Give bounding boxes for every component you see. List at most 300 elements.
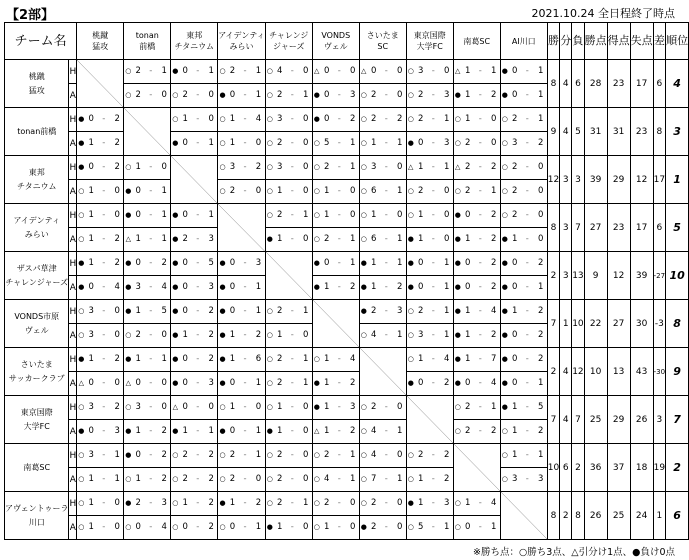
goals-for: 0 bbox=[324, 66, 330, 77]
goals-for: 0 bbox=[182, 522, 188, 533]
match-score bbox=[500, 60, 547, 84]
result-mark: △ bbox=[408, 163, 414, 171]
goals-against: 1 bbox=[491, 186, 497, 197]
goals-against: 2 bbox=[350, 378, 356, 389]
goals-against: 1 bbox=[350, 138, 356, 149]
goals-against: 3 bbox=[444, 90, 450, 101]
result-mark: ● bbox=[78, 283, 85, 291]
goals-against: 3 bbox=[114, 426, 120, 437]
match-score bbox=[406, 204, 453, 228]
goals-for: 1 bbox=[135, 306, 141, 317]
goals-against: 4 bbox=[161, 522, 167, 533]
goals-against: 2 bbox=[255, 498, 262, 509]
away-label: A bbox=[69, 372, 77, 396]
goals-for: 0 bbox=[418, 378, 424, 389]
away-label: A bbox=[69, 324, 77, 348]
team-stat: 7 bbox=[572, 204, 584, 252]
goals-against: 4 bbox=[491, 306, 497, 317]
goals-for: 1 bbox=[465, 498, 471, 509]
team-name-line: 猛攻 bbox=[28, 85, 45, 95]
match-score bbox=[265, 156, 312, 180]
match-score bbox=[218, 252, 265, 276]
diagonal-line bbox=[501, 492, 547, 539]
score-separator: - bbox=[102, 426, 107, 437]
goals-against: 7 bbox=[491, 354, 497, 365]
opponent-header-line: さいたま bbox=[366, 31, 399, 40]
goals-for: 2 bbox=[465, 138, 471, 149]
score-separator: - bbox=[431, 210, 436, 221]
result-mark: ○ bbox=[407, 307, 414, 315]
result-mark: ○ bbox=[125, 163, 132, 171]
team-stat: 13 bbox=[607, 348, 630, 396]
team-stat: 2 bbox=[560, 492, 572, 540]
goals-for: 0 bbox=[512, 354, 518, 365]
match-score bbox=[312, 180, 359, 204]
team-name-line: tonan前橋 bbox=[17, 126, 57, 136]
result-mark: ○ bbox=[360, 115, 367, 123]
goals-against: 1 bbox=[161, 210, 167, 221]
goals-for: 3 bbox=[135, 402, 141, 413]
score-separator: - bbox=[149, 210, 154, 221]
result-mark: ○ bbox=[78, 403, 85, 411]
result-mark: ● bbox=[313, 259, 320, 267]
home-label: H bbox=[69, 108, 77, 132]
score-separator: - bbox=[337, 138, 342, 149]
result-mark: ● bbox=[78, 115, 85, 123]
result-mark: ○ bbox=[125, 91, 132, 99]
score-separator: - bbox=[478, 66, 483, 77]
division-title: 【2部】 bbox=[6, 8, 55, 23]
goals-against: 0 bbox=[303, 234, 309, 245]
goals-against: 0 bbox=[114, 210, 120, 221]
goals-against: 3 bbox=[255, 258, 262, 269]
score-separator: - bbox=[149, 186, 154, 197]
goals-for: 2 bbox=[277, 378, 283, 389]
goals-against: 0 bbox=[350, 522, 356, 533]
goals-against: 0 bbox=[303, 66, 309, 77]
match-score bbox=[359, 180, 406, 204]
goals-for: 1 bbox=[512, 234, 518, 245]
score-separator: - bbox=[149, 378, 154, 389]
match-score bbox=[312, 204, 359, 228]
team-stat: 3 bbox=[560, 252, 572, 300]
goals-against: 3 bbox=[350, 90, 356, 101]
away-label: A bbox=[69, 132, 77, 156]
match-score bbox=[171, 516, 218, 540]
goals-against: 2 bbox=[208, 474, 214, 485]
result-mark: ○ bbox=[219, 475, 226, 483]
match-score bbox=[500, 84, 547, 108]
match-score bbox=[406, 156, 453, 180]
goals-against: 1 bbox=[491, 522, 497, 533]
result-mark: ○ bbox=[407, 475, 414, 483]
score-separator: - bbox=[243, 330, 248, 341]
goals-against: 0 bbox=[538, 162, 544, 173]
goals-against: 0 bbox=[208, 90, 214, 101]
goals-for: 0 bbox=[182, 66, 188, 77]
team-stat: 2 bbox=[547, 252, 559, 300]
goals-for: 0 bbox=[512, 282, 518, 293]
score-separator: - bbox=[102, 354, 107, 365]
score-separator: - bbox=[102, 522, 107, 533]
goals-against: 1 bbox=[350, 162, 356, 173]
opponent-header-line: tonan bbox=[135, 31, 159, 40]
result-mark: ● bbox=[313, 403, 320, 411]
team-stat: 2 bbox=[547, 348, 559, 396]
team-rank: 9 bbox=[666, 348, 689, 396]
result-mark: ○ bbox=[172, 451, 179, 459]
team-stat: 9 bbox=[584, 252, 607, 300]
result-mark: ○ bbox=[266, 331, 273, 339]
score-separator: - bbox=[384, 162, 389, 173]
match-score bbox=[312, 396, 359, 420]
goals-against: 0 bbox=[161, 162, 167, 173]
goals-for: 1 bbox=[512, 306, 518, 317]
opponent-header-line: 前橋 bbox=[139, 42, 156, 51]
match-score bbox=[500, 300, 547, 324]
result-mark: ○ bbox=[125, 475, 132, 483]
result-mark: ○ bbox=[266, 403, 273, 411]
goals-for: 2 bbox=[277, 90, 283, 101]
result-mark: △ bbox=[314, 427, 320, 435]
result-mark: ● bbox=[125, 355, 132, 363]
result-mark: ● bbox=[501, 307, 508, 315]
home-label: H bbox=[69, 492, 77, 516]
result-mark: ○ bbox=[219, 451, 226, 459]
goals-for: 3 bbox=[277, 114, 283, 125]
goals-for: 0 bbox=[229, 258, 236, 269]
goals-against: 0 bbox=[208, 114, 214, 125]
score-separator: - bbox=[102, 210, 107, 221]
goals-for: 3 bbox=[418, 330, 424, 341]
goals-for: 4 bbox=[371, 330, 377, 341]
goals-for: 1 bbox=[88, 474, 94, 485]
goals-against: 0 bbox=[303, 114, 309, 125]
score-separator: - bbox=[102, 306, 107, 317]
goals-against: 2 bbox=[208, 498, 214, 509]
score-separator: - bbox=[149, 426, 154, 437]
goals-for: 2 bbox=[371, 498, 377, 509]
match-score bbox=[406, 324, 453, 348]
team-name-line: チタニウム bbox=[16, 181, 57, 191]
match-score bbox=[312, 372, 359, 396]
goals-for: 1 bbox=[371, 258, 377, 269]
result-mark: ● bbox=[125, 259, 132, 267]
diagonal-line bbox=[218, 204, 264, 251]
goals-for: 2 bbox=[182, 90, 188, 101]
goals-for: 1 bbox=[465, 234, 471, 245]
away-label: A bbox=[69, 180, 77, 204]
result-mark: △ bbox=[455, 67, 461, 75]
result-mark: ○ bbox=[78, 451, 85, 459]
goals-against: 2 bbox=[538, 354, 544, 365]
score-separator: - bbox=[243, 282, 248, 293]
result-mark: ● bbox=[266, 427, 273, 435]
goals-for: 0 bbox=[182, 138, 188, 149]
match-score bbox=[171, 492, 218, 516]
match-score bbox=[500, 276, 547, 300]
goals-against: 2 bbox=[350, 282, 356, 293]
match-score bbox=[453, 132, 500, 156]
team-stat: -3 bbox=[653, 300, 665, 348]
result-mark: ○ bbox=[501, 163, 508, 171]
goals-against: 0 bbox=[114, 378, 120, 389]
goals-against: 0 bbox=[255, 402, 262, 413]
goals-for: 2 bbox=[324, 234, 330, 245]
match-score bbox=[218, 156, 265, 180]
score-separator: - bbox=[337, 66, 342, 77]
goals-against: 0 bbox=[114, 498, 120, 509]
result-mark: ● bbox=[501, 91, 508, 99]
goals-against: 2 bbox=[350, 426, 356, 437]
result-mark: ○ bbox=[454, 139, 461, 147]
result-mark: ● bbox=[78, 259, 85, 267]
goals-for: 1 bbox=[324, 186, 330, 197]
goals-for: 1 bbox=[465, 90, 471, 101]
match-score bbox=[500, 252, 547, 276]
goals-against: 0 bbox=[397, 66, 403, 77]
score-separator: - bbox=[243, 90, 248, 101]
result-mark: ● bbox=[125, 187, 132, 195]
team-name-line: 東邦 bbox=[28, 167, 45, 177]
score-separator: - bbox=[149, 522, 154, 533]
score-separator: - bbox=[525, 402, 530, 413]
score-separator: - bbox=[290, 234, 295, 245]
team-name-line: アヴェントゥーラ bbox=[5, 503, 69, 513]
result-mark: ○ bbox=[172, 499, 179, 507]
goals-against: 2 bbox=[538, 138, 544, 149]
diagonal-line bbox=[77, 60, 123, 107]
result-mark: ● bbox=[313, 283, 320, 291]
score-separator: - bbox=[290, 378, 295, 389]
result-mark: ○ bbox=[172, 475, 179, 483]
goals-for: 1 bbox=[324, 282, 330, 293]
result-mark: ● bbox=[219, 307, 226, 315]
goals-against: 2 bbox=[491, 162, 497, 173]
result-mark: ○ bbox=[501, 451, 508, 459]
result-mark: ● bbox=[172, 283, 179, 291]
goals-against: 1 bbox=[491, 66, 497, 77]
team-name bbox=[5, 60, 69, 108]
goals-against: 2 bbox=[491, 90, 497, 101]
team-stat: 19 bbox=[653, 444, 665, 492]
goals-for: 2 bbox=[277, 474, 283, 485]
self-match-cell bbox=[124, 108, 171, 156]
match-score bbox=[312, 516, 359, 540]
goals-for: 0 bbox=[512, 378, 518, 389]
team-stat: 12 bbox=[572, 348, 584, 396]
score-separator: - bbox=[525, 378, 530, 389]
result-mark: ○ bbox=[407, 331, 414, 339]
result-mark: ○ bbox=[78, 499, 85, 507]
score-separator: - bbox=[337, 498, 342, 509]
team-name-line: みらい bbox=[24, 229, 49, 239]
goals-for: 2 bbox=[277, 306, 283, 317]
goals-against: 1 bbox=[303, 354, 309, 365]
result-mark: ○ bbox=[454, 499, 461, 507]
match-score bbox=[359, 156, 406, 180]
goals-for: 1 bbox=[324, 522, 330, 533]
match-score bbox=[171, 276, 218, 300]
goals-against: 2 bbox=[444, 378, 450, 389]
match-score bbox=[124, 516, 171, 540]
result-mark: ○ bbox=[313, 211, 320, 219]
result-mark: ○ bbox=[266, 307, 273, 315]
match-score bbox=[124, 372, 171, 396]
goals-for: 1 bbox=[512, 450, 518, 461]
match-score bbox=[406, 60, 453, 84]
goals-against: 4 bbox=[491, 498, 497, 509]
goals-against: 1 bbox=[255, 66, 262, 77]
result-mark: ● bbox=[125, 499, 132, 507]
score-separator: - bbox=[384, 258, 389, 269]
goals-against: 2 bbox=[208, 354, 214, 365]
result-mark: ○ bbox=[407, 451, 414, 459]
score-separator: - bbox=[384, 306, 389, 317]
score-separator: - bbox=[525, 186, 530, 197]
score-separator: - bbox=[478, 354, 483, 365]
result-mark: ○ bbox=[78, 307, 85, 315]
result-mark: ● bbox=[266, 523, 273, 531]
self-match-cell bbox=[500, 492, 547, 540]
result-mark: ○ bbox=[360, 91, 367, 99]
score-separator: - bbox=[431, 474, 436, 485]
score-separator: - bbox=[196, 66, 201, 77]
result-mark: ○ bbox=[360, 235, 367, 243]
goals-for: 1 bbox=[88, 258, 94, 269]
opponent-header-line: ヴェル bbox=[323, 42, 348, 51]
goals-for: 1 bbox=[465, 354, 471, 365]
team-name bbox=[5, 492, 69, 540]
score-separator: - bbox=[243, 402, 248, 413]
team-stat: 12 bbox=[547, 156, 559, 204]
diagonal-line bbox=[407, 396, 453, 443]
self-match-cell bbox=[312, 300, 359, 348]
match-score bbox=[77, 372, 124, 396]
score-separator: - bbox=[243, 186, 248, 197]
score-separator: - bbox=[384, 114, 389, 125]
goals-for: 3 bbox=[512, 138, 518, 149]
league-standings-table bbox=[4, 22, 689, 540]
team-stat: 26 bbox=[630, 396, 653, 444]
goals-against: 4 bbox=[491, 378, 497, 389]
result-mark: ● bbox=[407, 283, 414, 291]
goals-against: 1 bbox=[444, 258, 450, 269]
goals-for: 2 bbox=[418, 114, 424, 125]
goals-against: 2 bbox=[161, 474, 167, 485]
team-name bbox=[5, 108, 69, 156]
stat-header: 得点 bbox=[607, 23, 630, 60]
goals-against: 2 bbox=[538, 306, 544, 317]
result-mark: ○ bbox=[78, 475, 85, 483]
goals-for: 2 bbox=[135, 66, 141, 77]
team-stat: 18 bbox=[630, 444, 653, 492]
match-score bbox=[312, 276, 359, 300]
goals-against: 1 bbox=[444, 522, 450, 533]
goals-against: 1 bbox=[350, 474, 356, 485]
result-mark: ○ bbox=[266, 91, 273, 99]
score-separator: - bbox=[431, 234, 436, 245]
match-score bbox=[500, 204, 547, 228]
goals-for: 3 bbox=[512, 474, 518, 485]
match-score bbox=[500, 420, 547, 444]
as-of-date: 2021.10.24 全日程終了時点 bbox=[531, 7, 675, 20]
score-separator: - bbox=[243, 474, 248, 485]
goals-for: 0 bbox=[229, 378, 236, 389]
match-score bbox=[124, 492, 171, 516]
result-mark: ● bbox=[172, 235, 179, 243]
self-match-cell bbox=[359, 348, 406, 396]
result-mark: ● bbox=[454, 235, 461, 243]
goals-for: 2 bbox=[229, 66, 236, 77]
score-separator: - bbox=[196, 474, 201, 485]
match-score bbox=[218, 276, 265, 300]
match-score bbox=[124, 180, 171, 204]
goals-for: 2 bbox=[512, 210, 518, 221]
team-stat: 13 bbox=[572, 252, 584, 300]
goals-for: 1 bbox=[512, 402, 518, 413]
result-mark: ○ bbox=[407, 187, 414, 195]
match-score bbox=[171, 372, 218, 396]
goals-for: 4 bbox=[371, 426, 377, 437]
score-separator: - bbox=[149, 162, 154, 173]
score-separator: - bbox=[525, 138, 530, 149]
result-mark: ● bbox=[125, 307, 132, 315]
goals-against: 1 bbox=[161, 66, 167, 77]
result-mark: ○ bbox=[501, 427, 508, 435]
goals-against: 1 bbox=[255, 306, 262, 317]
result-mark: ● bbox=[78, 163, 85, 171]
score-separator: - bbox=[478, 162, 483, 173]
score-separator: - bbox=[337, 210, 342, 221]
score-separator: - bbox=[102, 282, 107, 293]
goals-for: 1 bbox=[182, 330, 188, 341]
match-score bbox=[406, 132, 453, 156]
goals-for: 1 bbox=[182, 426, 188, 437]
score-separator: - bbox=[337, 162, 342, 173]
score-separator: - bbox=[431, 186, 436, 197]
goals-against: 2 bbox=[444, 450, 450, 461]
result-mark: △ bbox=[125, 235, 131, 243]
goals-against: 1 bbox=[303, 378, 309, 389]
score-separator: - bbox=[196, 522, 201, 533]
goals-for: 3 bbox=[88, 330, 94, 341]
goals-for: 1 bbox=[277, 522, 283, 533]
goals-for: 2 bbox=[277, 498, 283, 509]
home-label: H bbox=[69, 300, 77, 324]
score-separator: - bbox=[384, 450, 389, 461]
goals-against: 3 bbox=[208, 378, 214, 389]
team-stat: 8 bbox=[547, 204, 559, 252]
score-separator: - bbox=[384, 474, 389, 485]
opponent-header-line: VONDS bbox=[321, 31, 351, 40]
opponent-header bbox=[218, 23, 265, 60]
score-separator: - bbox=[102, 402, 107, 413]
score-separator: - bbox=[478, 210, 483, 221]
goals-against: 0 bbox=[538, 234, 544, 245]
team-name bbox=[5, 444, 69, 492]
team-rank: 8 bbox=[666, 300, 689, 348]
goals-for: 2 bbox=[277, 210, 283, 221]
opponent-header bbox=[171, 23, 218, 60]
match-score bbox=[124, 204, 171, 228]
goals-for: 1 bbox=[135, 234, 141, 245]
goals-against: 0 bbox=[350, 210, 356, 221]
score-separator: - bbox=[478, 306, 483, 317]
result-mark: ● bbox=[172, 331, 179, 339]
match-score bbox=[77, 228, 124, 252]
goals-for: 2 bbox=[229, 186, 236, 197]
